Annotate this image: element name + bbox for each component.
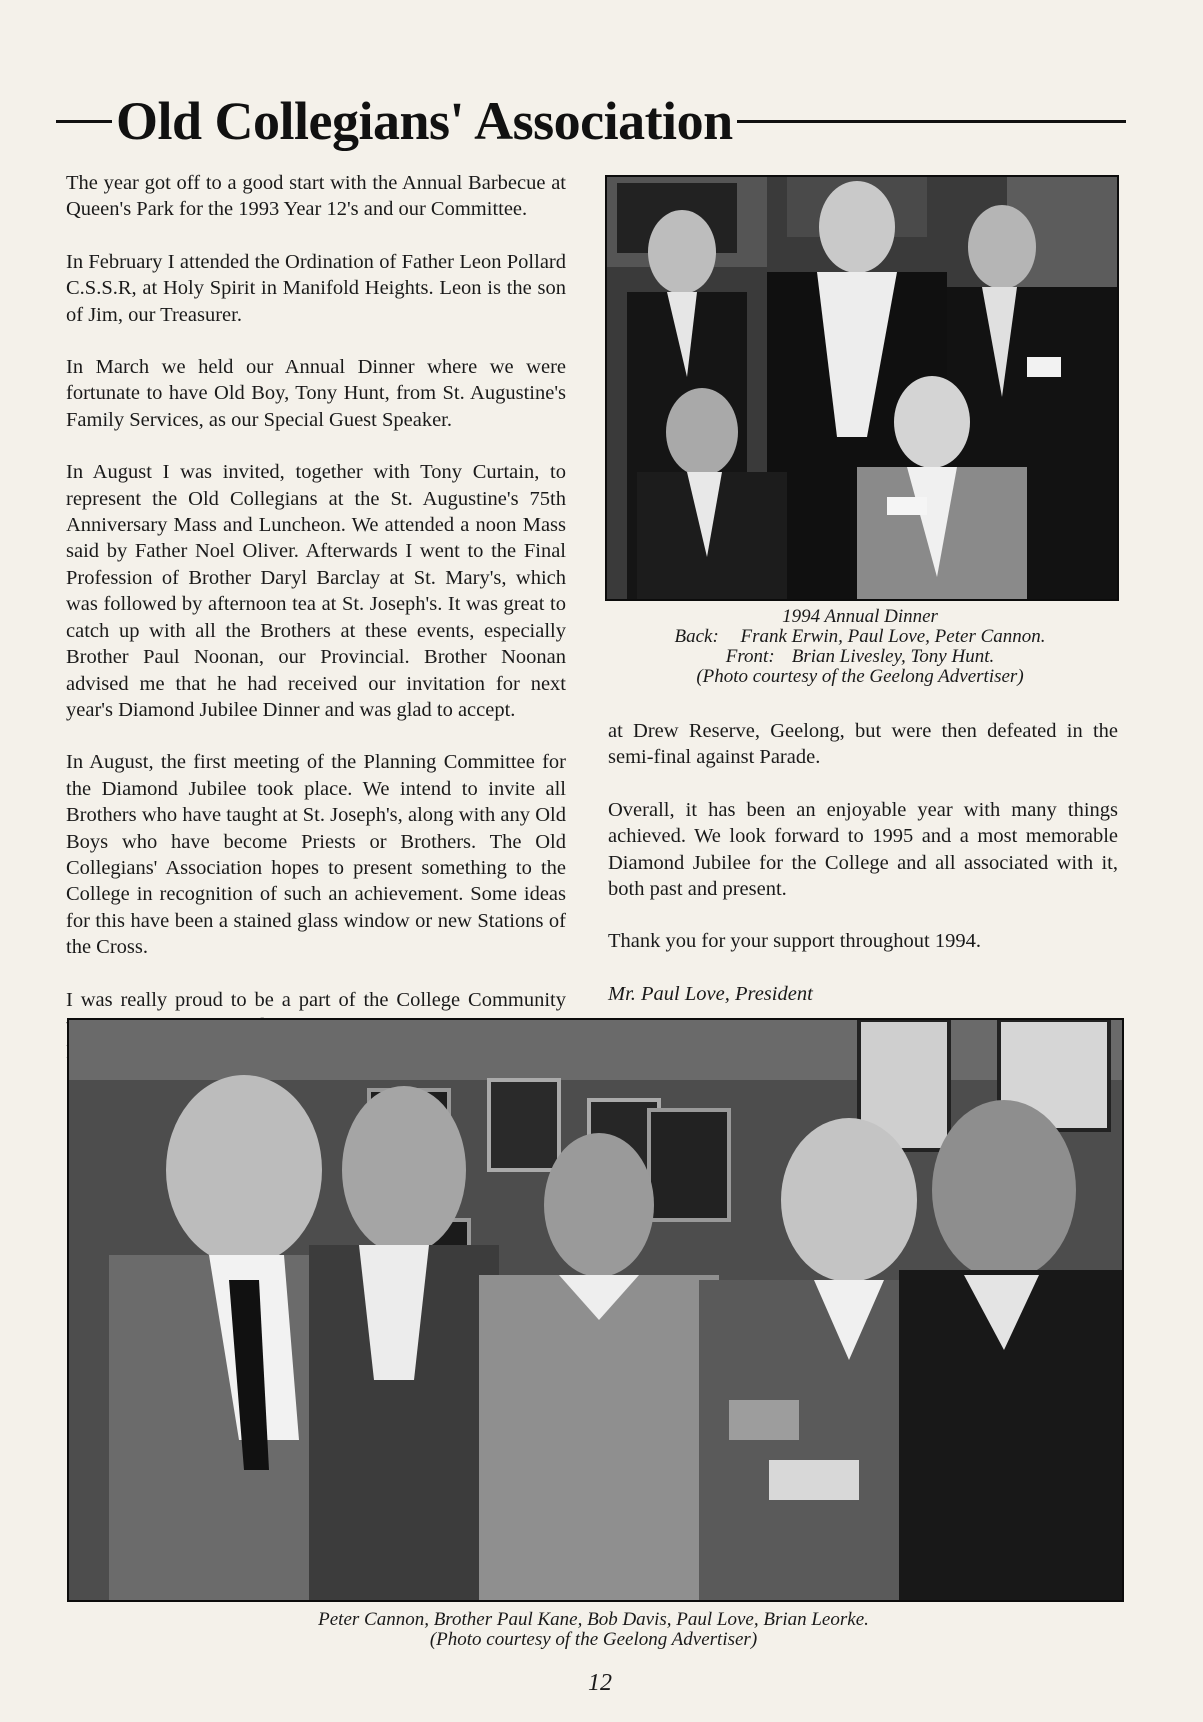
caption-title: 1994 Annual Dinner (782, 606, 938, 627)
paragraph: Thank you for your support throughout 1994. (608, 930, 981, 953)
paragraph: In March we held our Annual Dinner where we were fortunate to have Old Boy, Tony Hunt, from St. Augustine's Family Services, as our Special Guest Speaker. (66, 356, 566, 431)
caption-credit: (Photo courtesy of the Geelong Advertiser) (696, 666, 1024, 687)
heading-rule-left (56, 120, 112, 123)
caption-front-names: Brian Livesley, Tony Hunt. (791, 646, 995, 667)
group-photo-caption (67, 1610, 1120, 1650)
right-column (608, 718, 1118, 1033)
caption-credit: (Photo courtesy of the Geelong Advertiser) (429, 1629, 758, 1650)
heading-rule-right (737, 120, 1126, 123)
caption-back-label: Back: (674, 626, 719, 647)
annual-dinner-photo (605, 175, 1119, 601)
paragraph: The year got off to a good start with the Annual Barbecue at Queen's Park for the 1993 Year 12's and our Committee. (66, 172, 566, 221)
signature: Mr. Paul Love, President (608, 982, 813, 1005)
section-heading (56, 86, 1126, 156)
caption-back-names: Frank Erwin, Paul Love, Peter Cannon. (740, 626, 1046, 647)
caption-back-row (605, 627, 1115, 647)
paragraph: I was really proud to be a part of the College Community (66, 988, 566, 1011)
paragraph: Overall, it has been an enjoyable year with many things achieved. We look forward to 1995 and a most memorable Diamond Jubilee for the College and all associated with it, both past and present. (608, 798, 1118, 901)
caption-front-row (605, 647, 1115, 667)
paragraph: In August I was invited, together with Tony Curtain, to represent the Old Collegians at the St. Augustine's 75th Anniversary Mass and Luncheon. We attended a noon Mass said by Father Noel Oliver. Afterwards I went to the Final Profession of Brother Daryl Barclay at St. Mary's, which was followed by afternoon tea at St. Joseph's. It was great to catch up with all the Brothers at these events, especially Brother Paul Noonan, our Provincial. Brother Noonan advised me that he had received our invitation for next year's Diamond Jubilee Dinner and was glad to accept. (66, 461, 566, 721)
page-number: 12 (588, 1670, 612, 1696)
paragraph: In August, the first meeting of the Planning Committee for the Diamond Jubilee took place. We intend to invite all Brothers who have taught at St. Joseph's, along with any Old Boys who have become Priests or Brothers. The Old Collegians' Association hopes to present something to the College in recognition of such an achievement. Some ideas for this have been a stained glass window or new Stations of the Cross. (66, 751, 566, 959)
caption-front-label: Front: (725, 646, 775, 667)
annual-dinner-caption (605, 607, 1115, 687)
page-title: Old Collegians' Association (116, 91, 733, 151)
paragraph: at Drew Reserve, Geelong, but were then defeated in the semi-final against Parade. (608, 720, 1118, 769)
group-photo (67, 1018, 1124, 1602)
caption-names: Peter Cannon, Brother Paul Kane, Bob Davis, Paul Love, Brian Leorke. (318, 1609, 869, 1630)
paragraph: In February I attended the Ordination of Father Leon Pollard C.S.S.R, at Holy Spirit in Manifold Heights. Leon is the son of Jim, our Treasurer. (66, 250, 566, 326)
left-column (66, 170, 566, 1092)
